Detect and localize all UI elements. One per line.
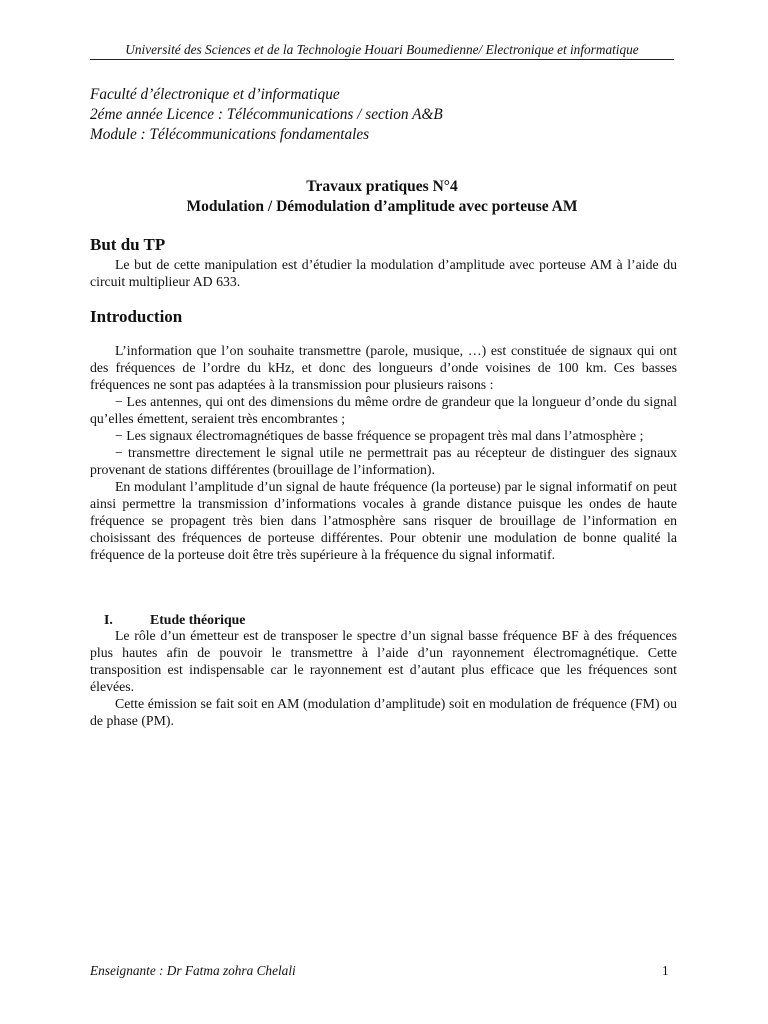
section-1-text [90, 627, 677, 729]
intro-bullet: − transmettre directement le signal utile ne permettrait pas au récepteur de distinguer des signaux provenant de stations différentes (brouillage de l’information). [90, 445, 677, 477]
section-title: Etude théorique [150, 612, 246, 627]
section-paragraph: Le rôle d’un émetteur est de transposer le spectre d’un signal basse fréquence BF à des fréquences plus hautes afin de pouvoir le transmettre à l’aide d’un rayonnement électromagnétique. Cette transposition est indispensable car le rayonnement est d’autant plus efficace que les fréquences sont élevées. [90, 628, 677, 694]
but-paragraph: Le but de cette manipulation est d’étudier la modulation d’amplitude avec porteuse AM à l’aide du circuit multiplieur AD 633. [90, 257, 677, 289]
page-number: 1 [662, 963, 669, 978]
introduction-heading: Introduction [90, 307, 183, 326]
program-line: 2éme année Licence : Télécommunications / section A&B [90, 106, 443, 123]
title-line-1: Travaux pratiques N°4 [306, 178, 458, 195]
section-number: I. [104, 612, 113, 627]
section-paragraph: Cette émission se fait soit en AM (modulation d’amplitude) soit en modulation de fréquence (FM) ou de phase (PM). [90, 696, 677, 728]
intro-bullet: − Les signaux électromagnétiques de basse fréquence se propagent très mal dans l’atmosphère ; [115, 428, 644, 443]
document-title [90, 177, 674, 217]
title-line-2: Modulation / Démodulation d’amplitude avec porteuse AM [186, 198, 578, 215]
faculty-block [90, 85, 674, 145]
intro-paragraph: L’information que l’on souhaite transmettre (parole, musique, …) est constituée de signaux qui ont des fréquences de l’ordre du kHz, et donc des longueurs d’onde voisines de 100 km. Ces basses fréquences ne sont pas adaptées à la transmission pour plusieurs raisons : [90, 343, 677, 392]
intro-paragraph: En modulant l’amplitude d’un signal de haute fréquence (la porteuse) par le signal informatif on peut ainsi permettre la transmission d’informations vocales à grande distance puisque les ondes de haute fréquence se propagent très bien dans l’atmosphère sans risquer de brouillage de l’information en choisissant des fréquences de porteuse différentes. Pour obtenir une modulation de bonne qualité la fréquence de la porteuse doit être très supérieure à la fréquence du signal informatif. [90, 479, 677, 562]
module-line: Module : Télécommunications fondamentales [90, 126, 370, 143]
but-text [90, 256, 677, 290]
intro-bullet: − Les antennes, qui ont des dimensions du même ordre de grandeur que la longueur d’onde du signal qu’elles émettent, seraient très encombrantes ; [90, 394, 677, 426]
footer-author: Enseignante : Dr Fatma zohra Chelali [90, 963, 296, 978]
header-rule [90, 59, 674, 60]
running-header: Université des Sciences et de la Technologie Houari Boumedienne/ Electronique et informatique [125, 42, 639, 57]
faculty-line: Faculté d’électronique et d’informatique [90, 86, 340, 103]
section-1-heading [104, 611, 245, 628]
introduction-text [90, 342, 677, 563]
but-heading: But du TP [90, 235, 166, 254]
